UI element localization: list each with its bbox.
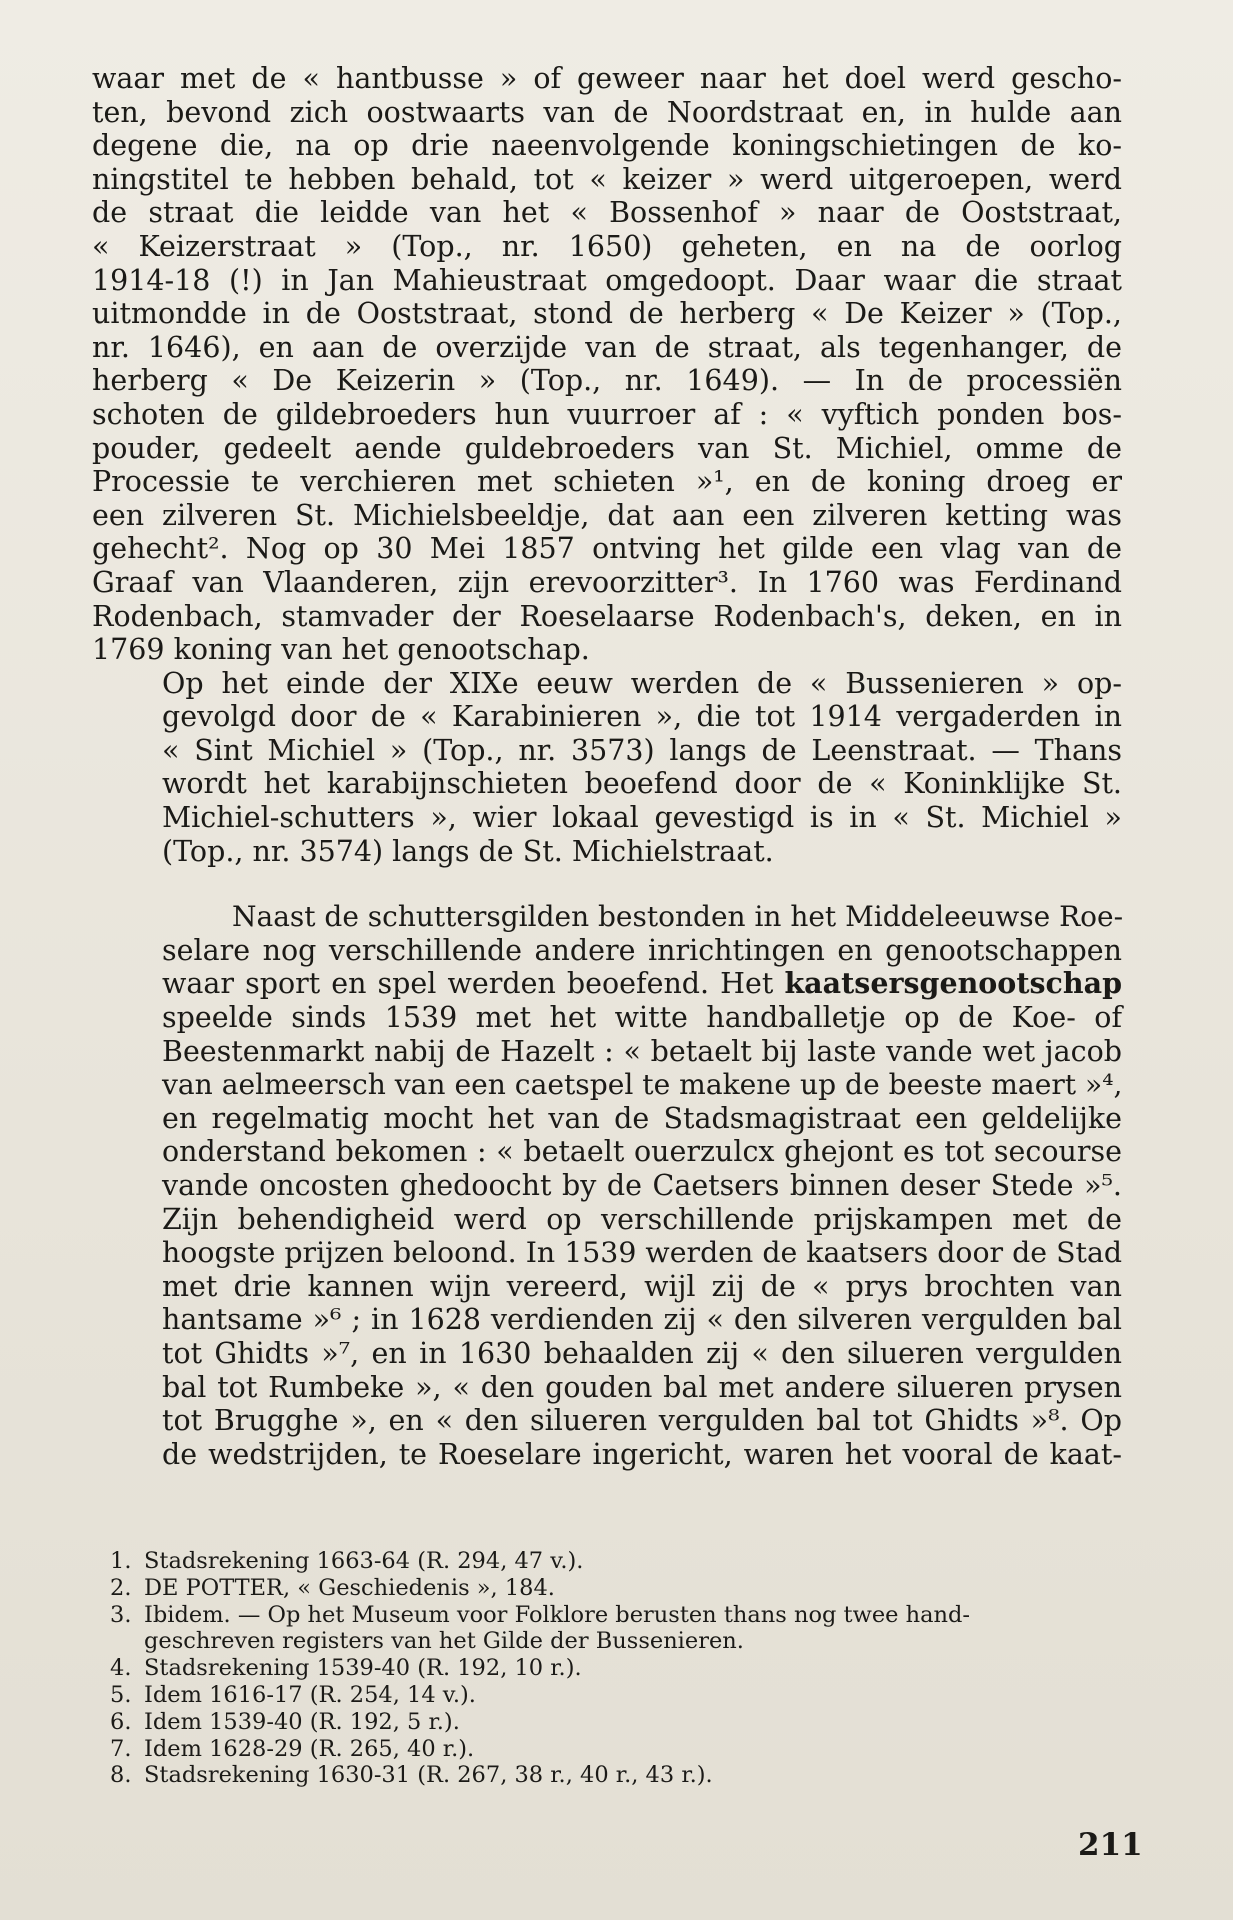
text-line: de straat die leidde van het « Bossenhof » naar de Ooststraat, [92,196,1122,230]
text-line: degene die, na op drie naeenvolgende koningschietingen de ko- [92,129,1122,163]
text-line: Naast de schuttersgilden bestonden in het Middeleeuwse Roe- [232,900,1124,934]
footnote-text: Idem 1539-40 (R. 192, 5 r.). [144,1708,460,1735]
text-line: (Top., nr. 3574) langs de St. Michielstraat. [162,834,774,868]
footnote-number: 5. [110,1681,132,1708]
footnote-continuation: geschreven registers van het Gilde der Bussenieren. [144,1628,744,1655]
footnote-text: Idem 1616-17 (R. 254, 14 v.). [144,1681,476,1708]
paragraph-kaatsers [92,900,1122,1471]
text-line: met drie kannen wijn vereerd, wijl zij de « prys brochten van [162,1269,1122,1303]
footnote [110,1655,1130,1682]
page-number: 211 [1078,1827,1143,1863]
text-line: tot Ghidts »⁷, en in 1630 behaalden zij « den silueren vergulden [162,1336,1122,1370]
text-line: tot Brugghe », en « den silueren vergulden bal tot Ghidts »⁸. Op [162,1404,1122,1438]
text-line: vande oncosten ghedoocht by de Caetsers binnen deser Stede »⁵. [162,1169,1122,1202]
footnote [110,1762,1130,1789]
footnote-number: 3. [110,1601,132,1628]
text-line: ningstitel te hebben behald, tot « keizer » werd uitgeroepen, werd [92,162,1122,196]
text-line: ten, bevond zich oostwaarts van de Noordstraat en, in hulde aan [92,95,1122,129]
text-line: onderstand bekomen : « betaelt ouerzulcx ghejont es tot secourse [162,1135,1122,1169]
text-line: « Sint Michiel » (Top., nr. 3573) langs de Leenstraat. — Thans [162,733,1122,767]
footnote-number: 7. [110,1735,132,1762]
footnote [110,1736,1130,1763]
footnote-number: 6. [110,1708,132,1735]
text-line: een zilveren St. Michielsbeeldje, dat aan een zilveren ketting was [92,498,1122,532]
text-line: pouder, gedeelt aende guldebroeders van St. Michiel, omme de [92,431,1122,465]
footnote-text: Ibidem. — Op het Museum voor Folklore berusten thans nog twee hand- [144,1601,971,1628]
text-line: Processie te verchieren met schieten »¹, en de koning droeg er [92,465,1122,499]
bold-term: kaatsersgenootschap [784,966,1122,1001]
paragraph-karabiniers [92,667,1122,869]
text-line: « Keizerstraat » (Top., nr. 1650) geheten, en na de oorlog [92,229,1122,263]
text-line: Zijn behendigheid werd op verschillende prijskampen met de [162,1202,1122,1236]
text-line: Op het einde der XIXe eeuw werden de « Bussenieren » op- [162,666,1122,700]
text-line: schoten de gildebroeders hun vuurroer af : « vyftich ponden bos- [92,397,1122,431]
text-line: uitmondde in de Ooststraat, stond de herberg « De Keizer » (Top., [92,297,1122,331]
footnote-number: 8. [110,1762,132,1789]
paragraph-shooting-guild [92,62,1122,667]
footnote-text: Stadsrekening 1630-31 (R. 267, 38 r., 40 r., 43 r.). [144,1762,713,1789]
text-line: wordt het karabijnschieten beoefend door de « Koninklijke St. [162,767,1122,801]
footnote [110,1602,1130,1629]
footnote-text: Idem 1628-29 (R. 265, 40 r.). [144,1735,475,1762]
footnotes [110,1548,1130,1789]
footnote [110,1682,1130,1709]
footnote-number: 1. [110,1548,132,1574]
footnote [110,1575,1130,1602]
text-line: herberg « De Keizerin » (Top., nr. 1649). — In de processiën [92,364,1122,398]
text-line: gevolgd door de « Karabinieren », die tot 1914 vergaderden in [162,700,1122,734]
text-line: waar met de « hantbusse » of geweer naar het doel werd gescho- [92,62,1122,95]
text-line: speelde sinds 1539 met het witte handballetje op de Koe- of [162,1001,1122,1035]
footnote [110,1548,1130,1575]
text-line: hoogste prijzen beloond. In 1539 werden de kaatsers door de Stad [162,1236,1123,1270]
text-line: Michiel-schutters », wier lokaal gevestigd is in « St. Michiel » [162,801,1122,835]
text-line: gehecht². Nog op 30 Mei 1857 ontving het gilde een vlag van de [92,532,1122,566]
text-line: de wedstrijden, te Roeselare ingericht, waren het vooral de kaat- [162,1437,1122,1471]
footnote-number: 2. [110,1574,132,1601]
text-line: bal tot Rumbeke », « den gouden bal met andere silueren prysen [162,1370,1122,1404]
text-line: 1769 koning van het genootschap. [92,633,590,667]
text-line: selare nog verschillende andere inrichtingen en genootschappen [162,933,1122,967]
text-line-with-bold-term: waar sport en spel werden beoefend. Het kaatsersgenootschap [162,966,1122,1001]
footnote-number: 4. [110,1655,132,1682]
text-line: hantsame »⁶ ; in 1628 verdienden zij « den silveren vergulden bal [162,1303,1122,1337]
footnote-text: DE POTTER, « Geschiedenis », 184. [144,1574,555,1601]
text-line: 1914-18 (!) in Jan Mahieustraat omgedoopt. Daar waar die straat [92,263,1122,297]
text-line: van aelmeersch van een caetspel te makene up de beeste maert »⁴, [162,1068,1123,1102]
text-line: Beestenmarkt nabij de Hazelt : « betaelt bij laste vande wet jacob [162,1034,1122,1068]
text-line: Rodenbach, stamvader der Roeselaarse Rodenbach's, deken, en in [92,599,1122,633]
text-line: en regelmatig mocht het van de Stadsmagistraat een geldelijke [162,1101,1122,1135]
footnote-text: Stadsrekening 1539-40 (R. 192, 10 r.). [144,1655,582,1682]
body-text [92,62,1122,1471]
text-line: nr. 1646), en aan de overzijde van de straat, als tegenhanger, de [92,330,1122,364]
text-line: Graaf van Vlaanderen, zijn erevoorzitter³. In 1760 was Ferdinand [92,565,1122,599]
footnote [110,1709,1130,1736]
footnote-text: Stadsrekening 1663-64 (R. 294, 47 v.). [144,1548,584,1574]
